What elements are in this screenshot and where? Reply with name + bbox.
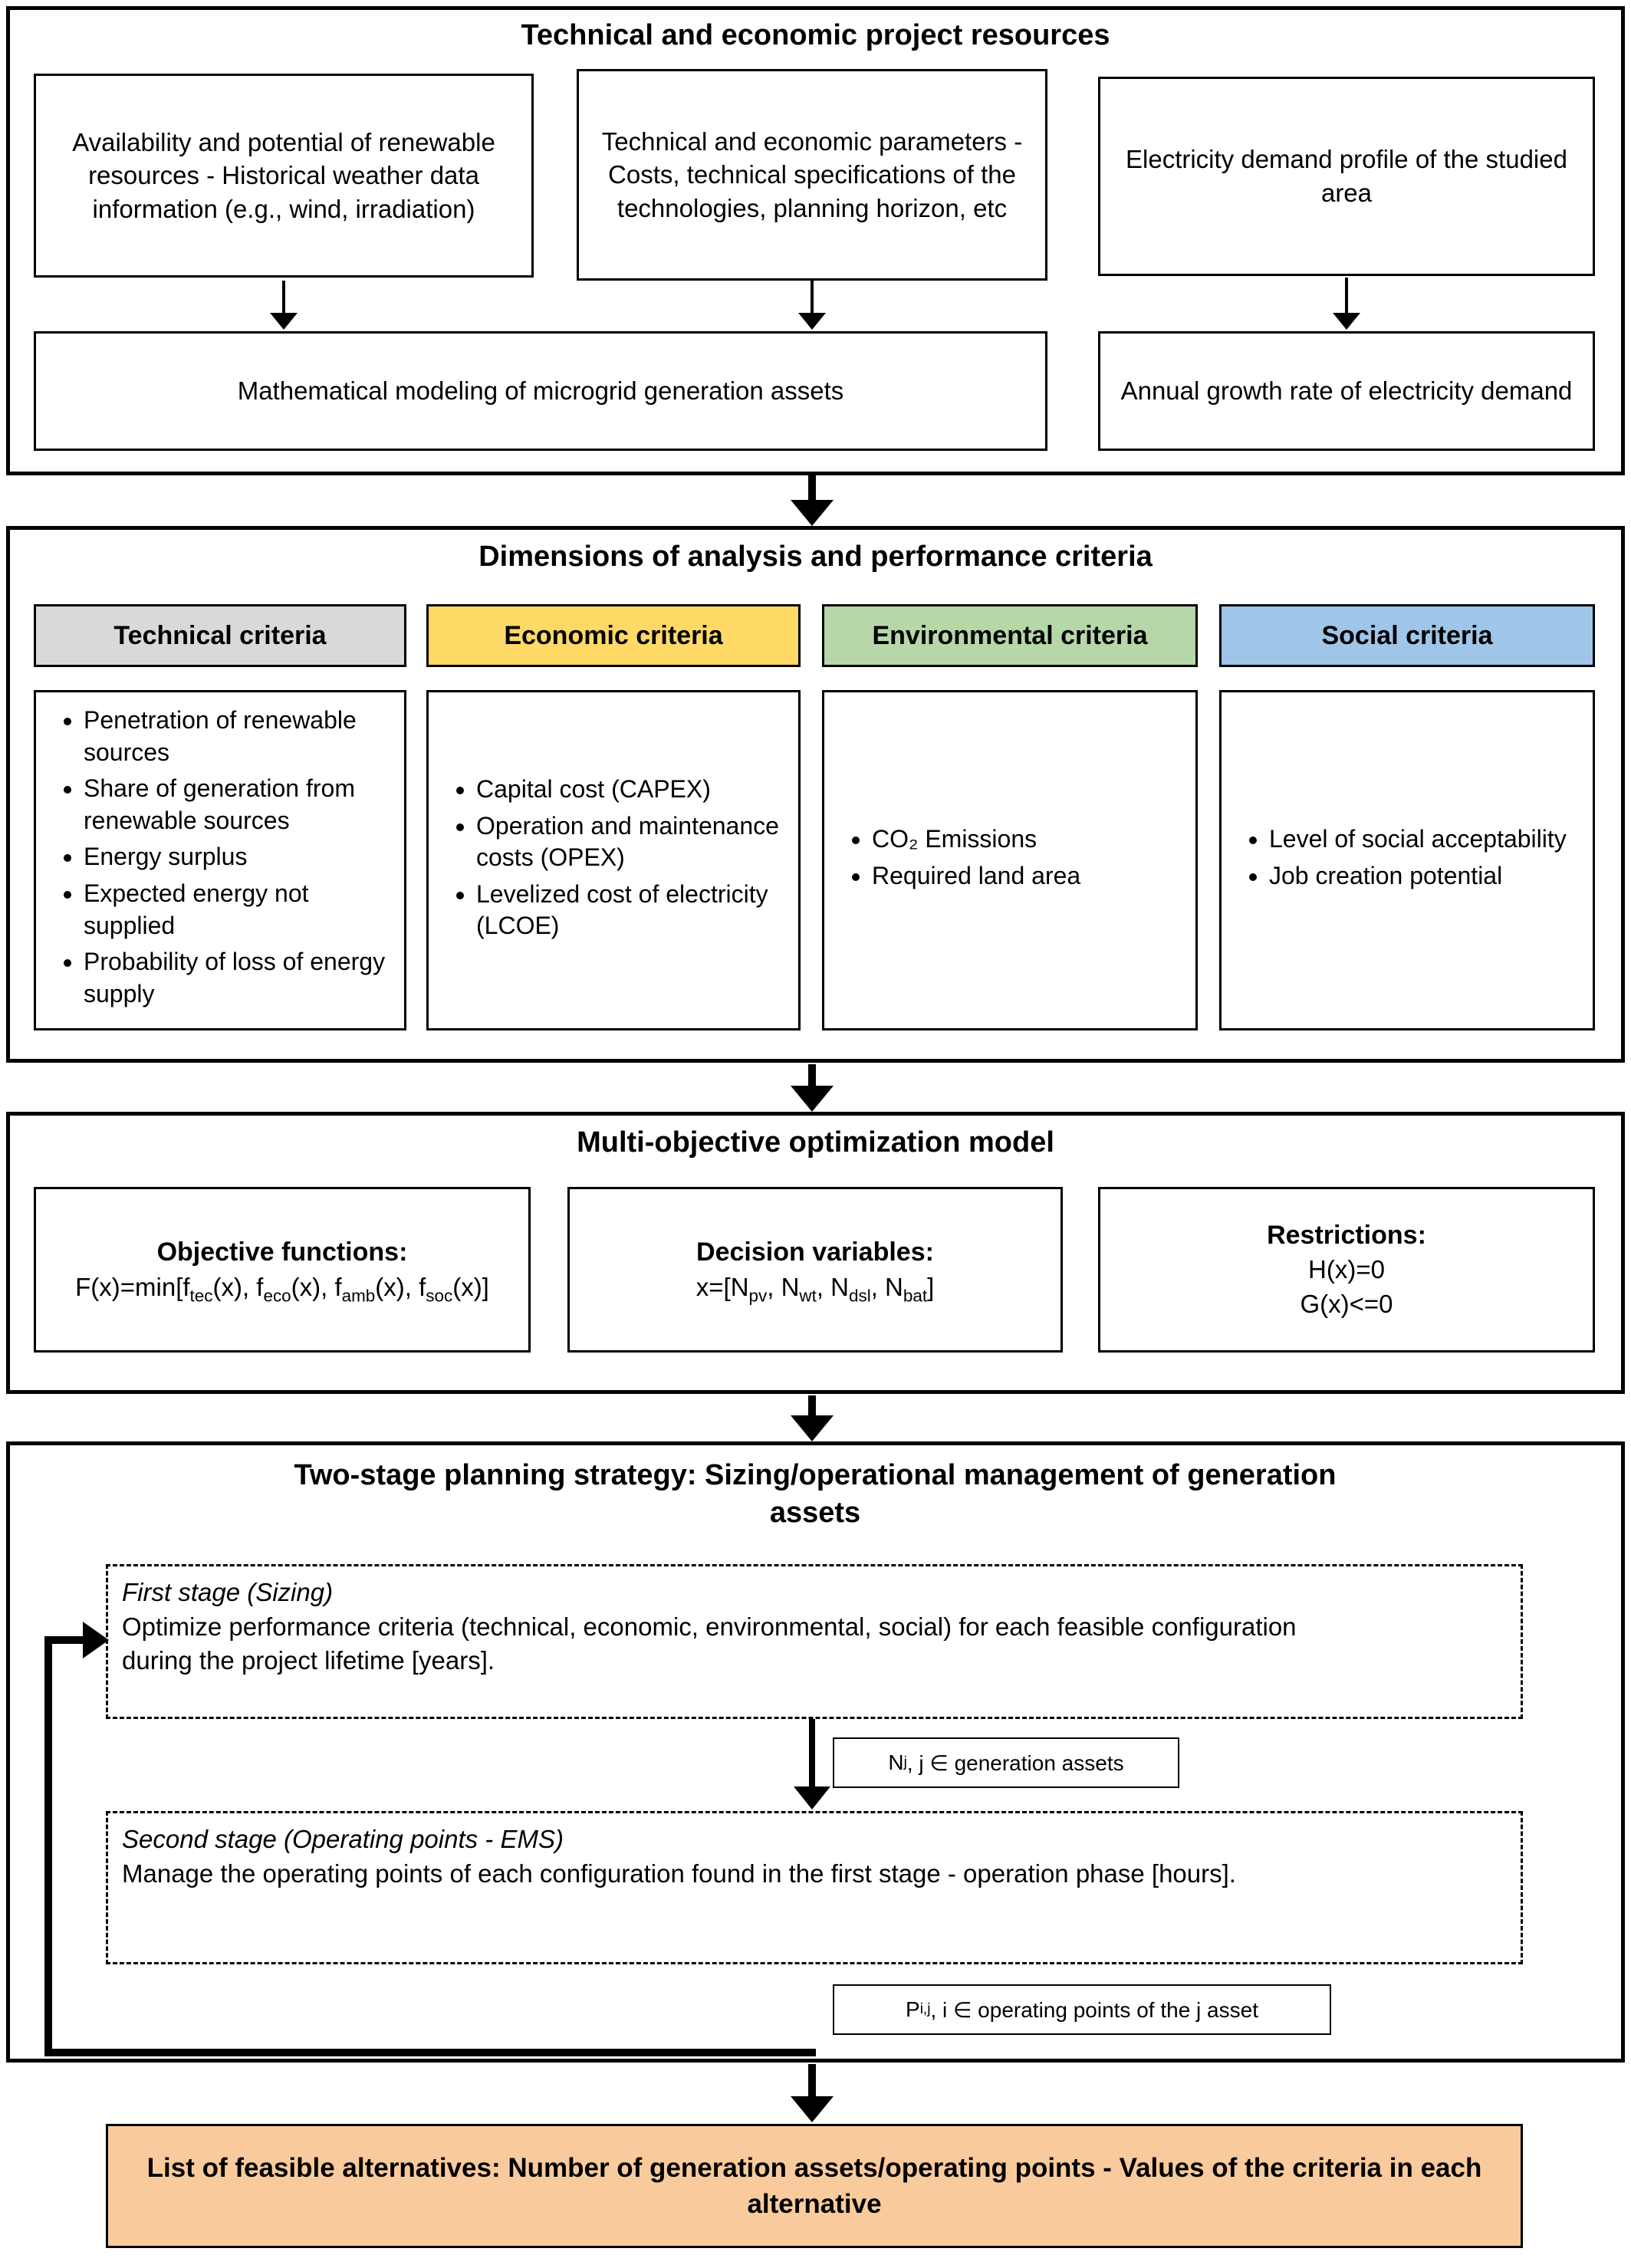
renewable-resources-box: Availability and potential of renewable resources - Historical weather data information (e.g., wind, irradiation) bbox=[34, 74, 534, 278]
arrow-demand-to-growth bbox=[1333, 278, 1360, 330]
stage1-output-label: N j , j ∈ generation assets bbox=[833, 1737, 1179, 1788]
criteria-item: • Penetration of renewable sources bbox=[84, 705, 389, 768]
planning-title: Two-stage planning strategy: Sizing/operational management of generation assets bbox=[294, 1459, 1337, 1530]
second-stage-text: Manage the operating points of each configuration found in the first stage - operation phase [hours]. bbox=[122, 1859, 1236, 1888]
arrow-renewable-to-modeling bbox=[270, 281, 298, 330]
restriction-g: G(x)<=0 bbox=[1300, 1289, 1393, 1318]
flow-arrow-planning-to-result bbox=[791, 2064, 834, 2122]
economic-criteria-box bbox=[426, 690, 801, 1030]
resources-title: Technical and economic project resources bbox=[521, 19, 1110, 51]
feasible-alternatives-box: List of feasible alternatives: Number of generation assets/operating points - Values of the criteria in each alternative bbox=[106, 2124, 1523, 2248]
first-stage-box bbox=[106, 1564, 1523, 1719]
flow-arrow-optimization-to-planning bbox=[791, 1395, 834, 1441]
feedback-arrowhead-icon bbox=[83, 1622, 109, 1658]
restriction-h: H(x)=0 bbox=[1308, 1255, 1385, 1284]
demand-profile-box: Electricity demand profile of the studied area bbox=[1098, 77, 1595, 276]
arrow-stage1-to-stage2 bbox=[794, 1719, 830, 1809]
second-stage-title: Second stage (Operating points - EMS) bbox=[122, 1825, 564, 1853]
restrictions-box bbox=[1098, 1187, 1595, 1353]
objective-functions-formula: $F(x)=\min[f_{tec}(x)$, $f_{eco}(x)$, $f_{amb}(x)$, $f_{soc}(x)$] bbox=[75, 1272, 489, 1306]
criteria-item: • Capital cost (CAPEX) bbox=[476, 774, 783, 806]
criteria-item: • Levelized cost of electricity (LCOE) bbox=[476, 879, 783, 942]
stage2-output-label: P i,j , i ∈ operating points of the j asset bbox=[833, 1984, 1331, 2035]
environmental-criteria-list bbox=[832, 823, 1088, 896]
criteria-item: • Operation and maintenance costs (OPEX) bbox=[476, 810, 783, 874]
environmental-criteria-header: Environmental criteria bbox=[822, 604, 1198, 667]
criteria-item: • Required land area bbox=[872, 860, 1080, 892]
first-stage-text: Optimize performance criteria (technical, economic, environmental, social) for each feasible configuration during the project lifetime [years]. bbox=[122, 1612, 1297, 1675]
criteria-item: • CO₂ Emissions bbox=[872, 823, 1080, 856]
restrictions-label: Restrictions: bbox=[1267, 1220, 1426, 1250]
feedback-line-top bbox=[44, 1636, 84, 1644]
criteria-item: • Share of generation from renewable sources bbox=[84, 773, 389, 837]
decision-variables-formula: $x=[N_{pv}$, $N_{wt}$, $N_{dsl}$, $N_{bat}$] bbox=[695, 1272, 935, 1306]
objective-functions-label: Objective functions: bbox=[156, 1237, 408, 1267]
flow-arrow-criteria-to-optimization bbox=[791, 1064, 834, 1112]
criteria-item: • Job creation potential bbox=[1269, 860, 1567, 892]
technical-parameters-box: Technical and economic parameters - Costs, technical specifications of the technologies, planning horizon, etc bbox=[577, 69, 1047, 281]
criteria-item: • Level of social acceptability bbox=[1269, 823, 1567, 856]
optimization-title: Multi-objective optimization model bbox=[577, 1126, 1054, 1159]
economic-criteria-list bbox=[436, 774, 791, 947]
environmental-criteria-box bbox=[822, 690, 1198, 1030]
technical-criteria-list bbox=[44, 705, 396, 1014]
flow-arrow-resources-to-criteria bbox=[791, 475, 834, 526]
criteria-item: • Expected energy not supplied bbox=[84, 878, 389, 942]
feedback-line-vertical bbox=[44, 1636, 52, 2056]
economic-criteria-header: Economic criteria bbox=[426, 604, 801, 667]
technical-criteria-box bbox=[34, 690, 406, 1030]
criteria-title: Dimensions of analysis and performance criteria bbox=[478, 541, 1153, 573]
decision-variables-box bbox=[567, 1187, 1063, 1353]
math-modeling-box: Mathematical modeling of microgrid generation assets bbox=[34, 331, 1047, 451]
feedback-line-bottom bbox=[44, 2049, 816, 2056]
growth-rate-box: Annual growth rate of electricity demand bbox=[1098, 331, 1595, 451]
first-stage-title: First stage (Sizing) bbox=[122, 1578, 334, 1606]
criteria-item: • Probability of loss of energy supply bbox=[84, 946, 389, 1010]
social-criteria-box bbox=[1219, 690, 1595, 1030]
objective-functions-box bbox=[34, 1187, 531, 1353]
technical-criteria-header: Technical criteria bbox=[34, 604, 406, 667]
social-criteria-header: Social criteria bbox=[1219, 604, 1595, 667]
arrow-parameters-to-modeling bbox=[798, 281, 826, 330]
criteria-item: • Energy surplus bbox=[84, 841, 389, 873]
second-stage-box bbox=[106, 1811, 1523, 1964]
social-criteria-list bbox=[1229, 823, 1574, 896]
decision-variables-label: Decision variables: bbox=[696, 1237, 934, 1267]
